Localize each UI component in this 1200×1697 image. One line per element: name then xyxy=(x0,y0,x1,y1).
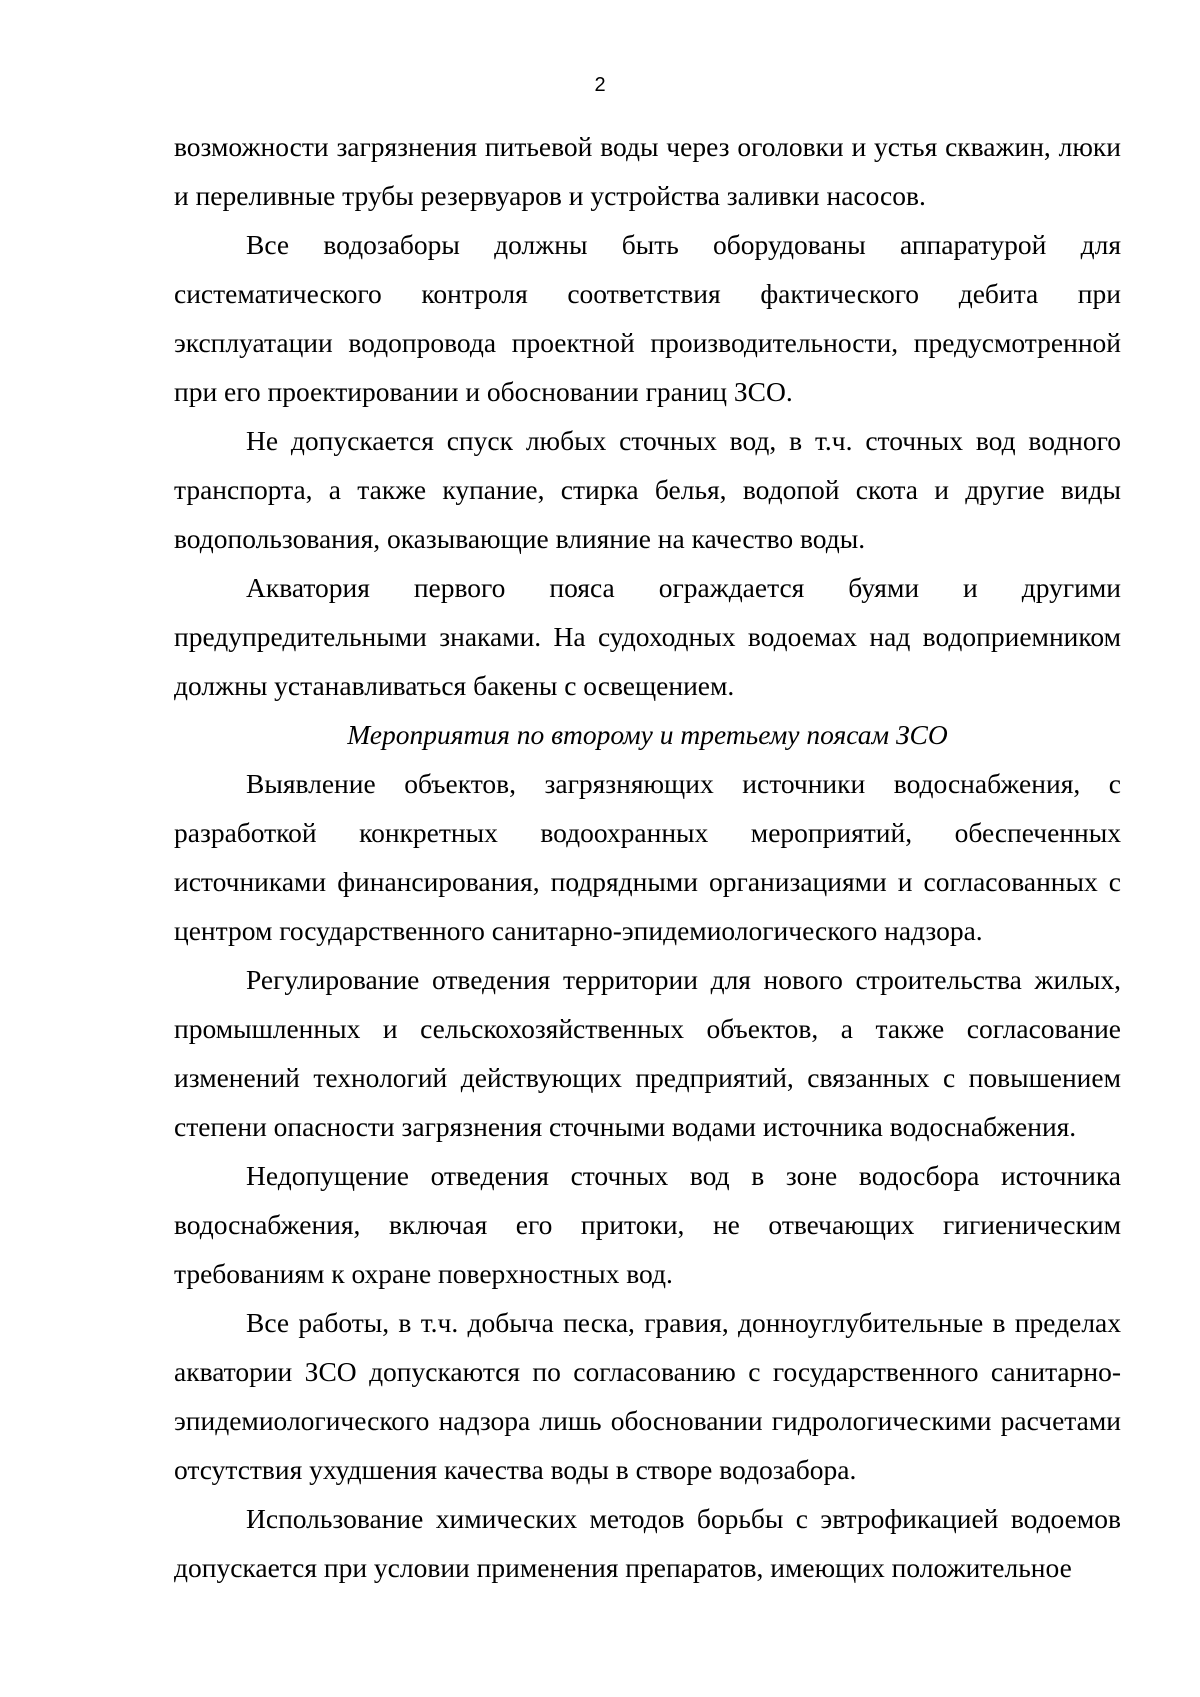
paragraph-chemical-methods: Использование химических методов борьбы с эвтрофикацией водоемов допускается при условии применения препаратов, имеющих положительное xyxy=(174,1503,1121,1583)
paragraph-wastewater-discharge: Недопущение отведения сточных вод в зоне водосбора источника водоснабжения, включая его притоки, не отвечающих гигиеническим требованиям к охране поверхностных вод. xyxy=(174,1160,1121,1289)
document-body xyxy=(174,122,1121,1592)
paragraph-pollution-sources: Выявление объектов, загрязняющих источники водоснабжения, с разработкой конкретных водоохранных мероприятий, обеспеченных источниками финансирования, подрядными организациями и согласованных с центром государственного санитарно-эпидемиологического надзора. xyxy=(174,768,1121,946)
paragraph-works-approval: Все работы, в т.ч. добыча песка, гравия, донноуглубительные в пределах акватории ЗСО допускаются по согласованию с государственного санитарно-эпидемиологического надзора лишь обосновании гидрологическими расчетами отсутствия ухудшения качества воды в створе водозабора. xyxy=(174,1307,1121,1485)
paragraph-first-belt-buoys: Акватория первого пояса ограждается буями и другими предупредительными знаками. На судоходных водоемах над водоприемником должны устанавливаться бакены с освещением. xyxy=(174,572,1121,701)
paragraph-continuation: возможности загрязнения питьевой воды через оголовки и устья скважин, люки и переливные трубы резервуаров и устройства заливки насосов. xyxy=(174,131,1121,211)
paragraph-wastewater-prohibition: Не допускается спуск любых сточных вод, в т.ч. сточных вод водного транспорта, а также купание, стирка белья, водопой скота и другие виды водопользования, оказывающие влияние на качество воды. xyxy=(174,425,1121,554)
page-number: 2 xyxy=(594,74,606,96)
paragraph-territory-regulation: Регулирование отведения территории для нового строительства жилых, промышленных и сельскохозяйственных объектов, а также согласование изменений технологий действующих предприятий, связанных с повышением степени опасности загрязнения сточными водами источника водоснабжения. xyxy=(174,964,1121,1142)
section-heading: Мероприятия по второму и третьему поясам ЗСО xyxy=(347,719,948,750)
paragraph-water-intake-equipment: Все водозаборы должны быть оборудованы аппаратурой для систематического контроля соответствия фактического дебита при эксплуатации водопровода проектной производительности, предусмотренной при его проектировании и обосновании границ ЗСО. xyxy=(174,229,1121,407)
